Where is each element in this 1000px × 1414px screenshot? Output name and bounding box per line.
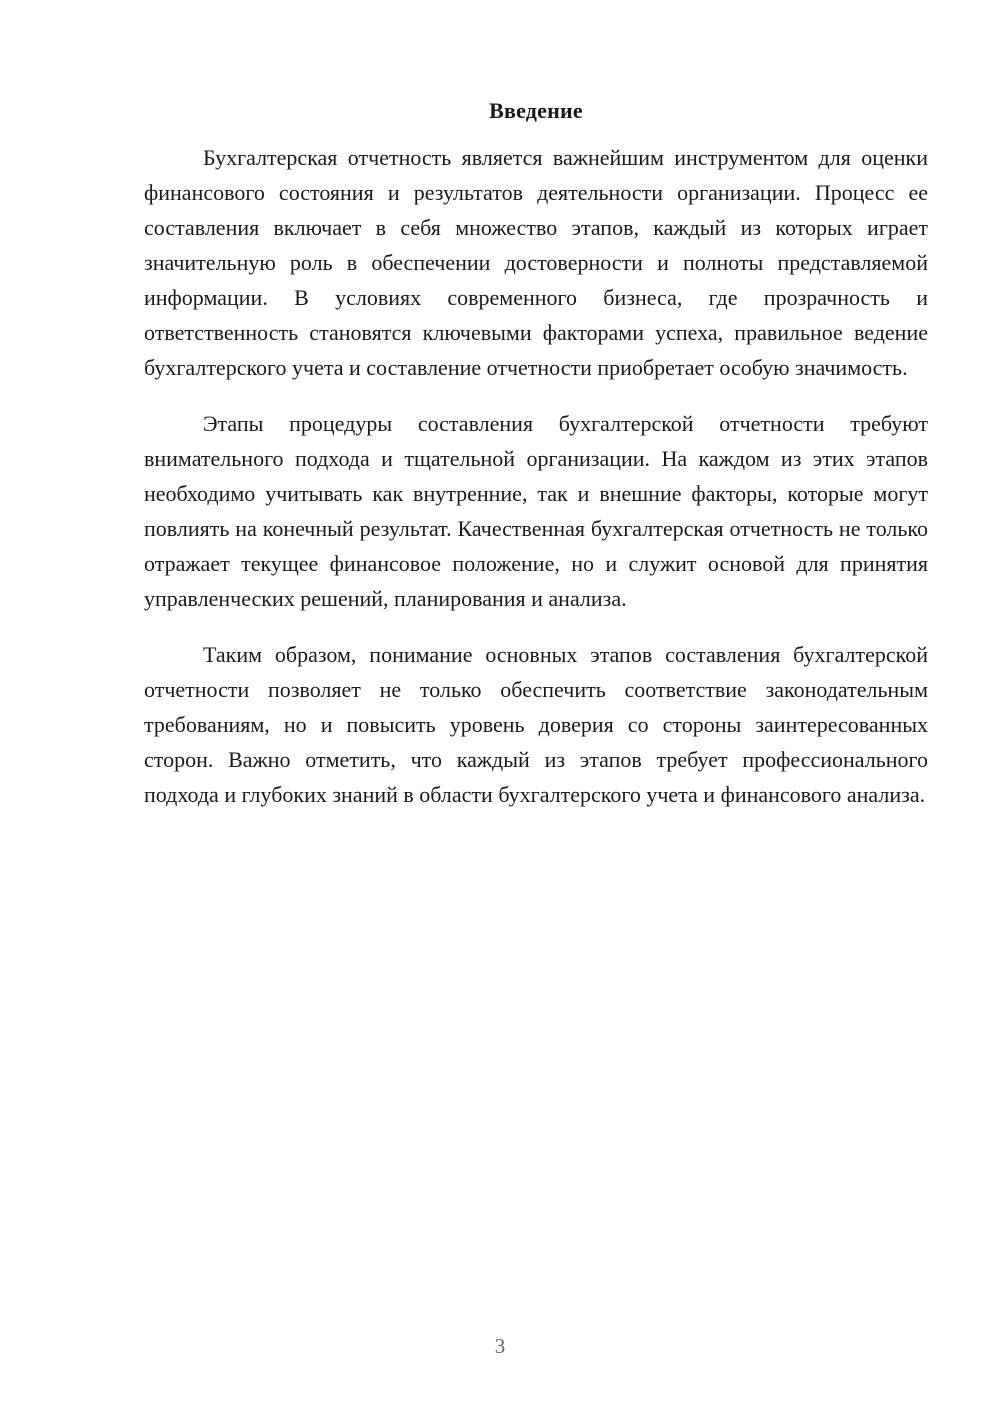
paragraph-1: Бухгалтерская отчетность является важнейшим инструментом для оценки финансового состояния и результатов деятельности организации. Процесс ее составления включает в себя множество этапов, каждый из которых играет значительную роль в обеспечении достоверности и полноты представляемой информации. В условиях современного бизнеса, где прозрачность и ответственность становятся ключевыми факторами успеха, правильное ведение бухгалтерского учета и составление отчетности приобретает особую значимость. (144, 145, 928, 380)
page-content (144, 94, 928, 833)
paragraph-2: Этапы процедуры составления бухгалтерской отчетности требуют внимательного подхода и тщательной организации. На каждом из этих этапов необходимо учитывать как внутренние, так и внешние факторы, которые могут повлиять на конечный результат. Качественная бухгалтерская отчетность не только отражает текущее финансовое положение, но и служит основой для принятия управленческих решений, планирования и анализа. (144, 411, 928, 611)
paragraph-3: Таким образом, понимание основных этапов составления бухгалтерской отчетности позволяет не только обеспечить соответствие законодательным требованиям, но и повысить уровень доверия со стороны заинтересованных сторон. Важно отметить, что каждый из этапов требует профессионального подхода и глубоких знаний в области бухгалтерского учета и финансового анализа. (144, 642, 928, 807)
section-title: Введение (489, 98, 583, 123)
page-number: 3 (494, 1334, 506, 1358)
